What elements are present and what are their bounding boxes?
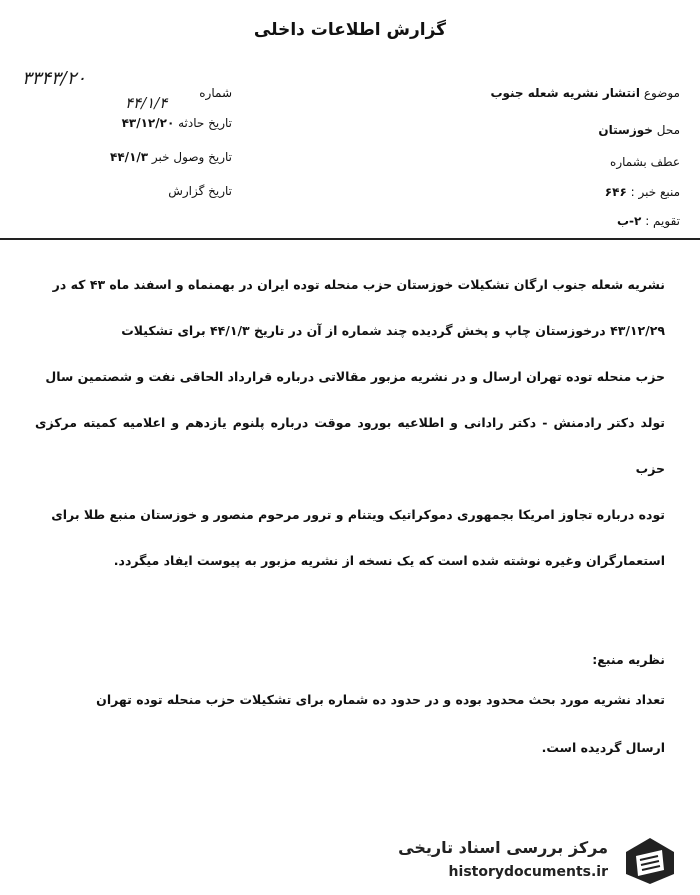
comment-line: ارسال گردیده است. <box>541 740 665 755</box>
field-report-date <box>100 184 232 198</box>
field-incident-date-value: ۴۳/۱۲/۲۰ <box>121 116 175 130</box>
watermark <box>398 830 678 890</box>
comment-line: تعداد نشریه مورد بحث محدود بوده و در حدود ده شماره برای تشکیلات حزب منحله توده تهران <box>96 692 665 707</box>
field-source-value: ۶۴۶ <box>604 185 627 199</box>
field-rating-label: تقویم : <box>645 214 680 228</box>
field-location <box>380 123 680 137</box>
field-received-date-value: ۴۴/۱/۳ <box>110 150 149 164</box>
field-report-date-label: تاریخ گزارش <box>168 184 232 198</box>
field-rating <box>380 214 680 228</box>
field-number-label: شماره <box>199 86 232 100</box>
field-received-date-label: تاریخ وصول خبر <box>151 150 232 164</box>
handwritten-number: ۳۳۴۳/۲۰ <box>22 68 87 89</box>
report-line: توده درباره تجاوز امریکا بجمهوری دموکراتیک ویتنام و ترور مرحوم منصور و خوزستان منبع طلا برای <box>51 507 665 522</box>
field-location-label: محل <box>656 123 680 137</box>
field-source-label: منبع خبر : <box>630 185 680 199</box>
field-incident-date <box>60 116 232 130</box>
field-rating-value: ۲-ب <box>617 214 642 228</box>
report-line: استعمارگران وغیره نوشته شده است که یک نسخه از نشریه مزبور به پیوست ایفاد میگردد. <box>113 553 665 568</box>
comment-body <box>35 676 665 772</box>
field-reference-label: عطف بشماره <box>610 155 680 169</box>
report-line: ۴۳/۱۲/۲۹ درخوزستان چاپ و پخش گردیده چند شماره از آن در تاریخ ۴۴/۱/۳ برای تشکیلات <box>121 323 665 338</box>
field-reference <box>380 155 680 169</box>
comment-heading: نظریه منبع: <box>592 652 665 667</box>
field-source <box>380 185 680 199</box>
report-line: تولد دکتر رادمنش - دکتر رادانی و اطلاعیه بورود موقت درباره پلنوم یازدهم و اعلامیه کمیته مرکزی حزب <box>35 415 665 476</box>
archive-logo-icon <box>622 834 678 886</box>
watermark-title: مرکز بررسی اسناد تاریخی <box>398 838 608 857</box>
field-subject <box>380 86 680 100</box>
field-incident-date-label: تاریخ حادثه <box>178 116 232 130</box>
field-subject-label: موضوع <box>643 86 680 100</box>
field-subject-value: انتشار نشریه شعله جنوب <box>490 86 640 100</box>
field-location-value: خوزستان <box>598 123 653 137</box>
report-body <box>35 262 665 584</box>
report-line: نشریه شعله جنوب ارگان تشکیلات خوزستان حزب منحله توده ایران در بهمنماه و اسفند ماه ۴۳ که در <box>52 277 665 292</box>
page-title: گزارش اطلاعات داخلی <box>253 20 447 40</box>
report-line: حزب منحله توده تهران ارسال و در نشریه مزبور مقالاتی درباره قرارداد الحاقی نفت و شصتمین سال <box>45 369 665 384</box>
handwritten-date: ۴۴/۱/۴ <box>125 94 168 112</box>
field-received-date <box>60 150 232 164</box>
header-divider <box>0 238 700 240</box>
watermark-url: historydocuments.ir <box>448 864 608 880</box>
